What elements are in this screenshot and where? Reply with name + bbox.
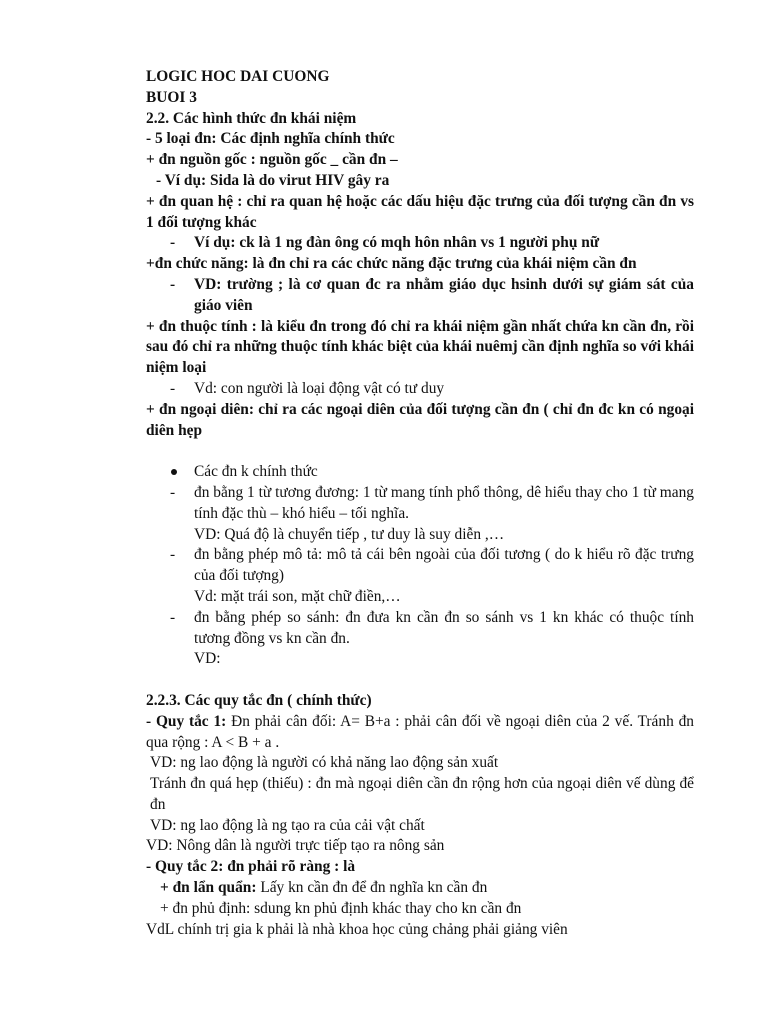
blank-line [146,441,694,462]
extension-definition: + đn ngoại diên: chỉ ra các ngoại diên của đối tượng cần đn ( chỉ đn đc kn có ngoại diên hẹp [146,400,694,439]
final-example: VdL chính trị gia k phải là nhà khoa học củng chảng phải giảng viên [146,920,568,938]
rule-1-example-2: VD: ng lao động là ng tạo ra của cải vật chất [150,816,425,834]
function-example-item [146,275,694,317]
blank-line [146,670,694,691]
bullet-dot-icon [171,469,177,475]
document-body [146,67,694,940]
circular-label: + đn lẩn quẩn: [160,879,257,897]
dash-marker: - [170,275,176,293]
dash-marker: - [170,608,176,626]
relation-definition: + đn quan hệ : chỉ ra quan hệ hoặc các dấu hiệu đặc trưng của đối tượng cần đn vs 1 đối tượng khác [146,192,694,231]
synonym-item [146,483,694,525]
negation-definition: + đn phủ định: sdung kn phủ định khác thay cho kn cần đn [160,899,522,917]
compare-example: VD: [194,650,221,668]
informal-bullet-item [146,462,694,483]
describe-item [146,545,694,587]
attribute-definition: + đn thuộc tính : là kiểu đn trong đó chỉ ra khái niệm gần nhất chứa kn cần đn, rồi sau đó chỉ ra những thuộc tính khác biệt của khái nuêmj cần định nghĩa so với khái niệm loại [146,317,694,377]
origin-example: - Ví dụ: Sida là do virut HIV gây ra [156,171,390,189]
synonym-example: VD: Quá độ là chuyển tiếp , tư duy là suy diễn ,… [194,525,505,543]
compare-text: đn bằng phép so sánh: đn đưa kn cần đn so sánh vs 1 kn khác có thuộc tính tương đồng vs kn cần đn. [194,608,694,647]
informal-heading: Các đn k chính thức [194,463,318,481]
circular-definition [146,878,694,899]
relation-example: Ví dụ: ck là 1 ng đàn ông có mqh hôn nhân vs 1 người phụ nữ [194,234,600,252]
section-heading: 2.2. Các hình thức đn khái niệm [146,109,357,127]
five-types-line: - 5 loại đn: Các định nghĩa chính thức [146,130,395,148]
rule-1-narrow: Tránh đn quá hẹp (thiếu) : đn mà ngoại diên cần đn rộng hơn của ngoại diên vế dùng để đn [150,775,694,813]
dash-marker: - [170,234,176,252]
doc-title: LOGIC HOC DAI CUONG [146,68,330,85]
attribute-example-item [146,379,694,400]
origin-definition: + đn nguồn gốc : nguồn gốc _ cần đn – [146,151,398,169]
attribute-example: Vd: con người là loại động vật có tư duy [194,379,445,397]
relation-example-item [146,233,694,254]
rule-1-example-3: VD: Nông dân là người trực tiếp tạo ra nông sản [146,837,445,855]
rule-1-label: - Quy tắc 1: [146,712,227,730]
dash-marker: - [170,379,176,397]
rule-1-example-1: VD: ng lao động là người có khả năng lao động sản xuất [150,754,499,772]
session-label: BUOI 3 [146,88,197,106]
function-example: VD: trường ; là cơ quan đc ra nhằm giáo dục hsinh dưới sự giám sát của giáo viên [194,275,694,314]
dash-marker: - [170,546,176,564]
describe-text: đn bằng phép mô tả: mô tả cái bên ngoài của đối tương ( do k hiểu rõ đặc trưng của đối tượng) [194,546,694,585]
rules-heading: 2.2.3. Các quy tắc đn ( chính thức) [146,691,372,709]
compare-item [146,608,694,650]
synonym-text: đn bằng 1 từ tương đương: 1 từ mang tính phổ thông, dê hiểu thay cho 1 từ mang tính đặc thù – khó hiểu – tối nghĩa. [194,483,694,522]
rule-1-text: Đn phải cân đối: A= B+a : phải cân đối về ngoại diên của 2 vế. Tránh đn qua rộng : A < B + a . [146,712,694,751]
function-definition: +đn chức năng: là đn chỉ ra các chức năng đặc trưng của khái niệm cần đn [146,255,637,273]
rule-2: - Quy tắc 2: đn phải rõ ràng : là [146,858,356,876]
describe-example: Vd: mặt trái son, mặt chữ điền,… [194,587,401,605]
circular-text: Lấy kn cần đn để đn nghĩa kn cần đn [256,879,488,897]
dash-marker: - [170,483,176,501]
rule-1 [146,712,694,754]
